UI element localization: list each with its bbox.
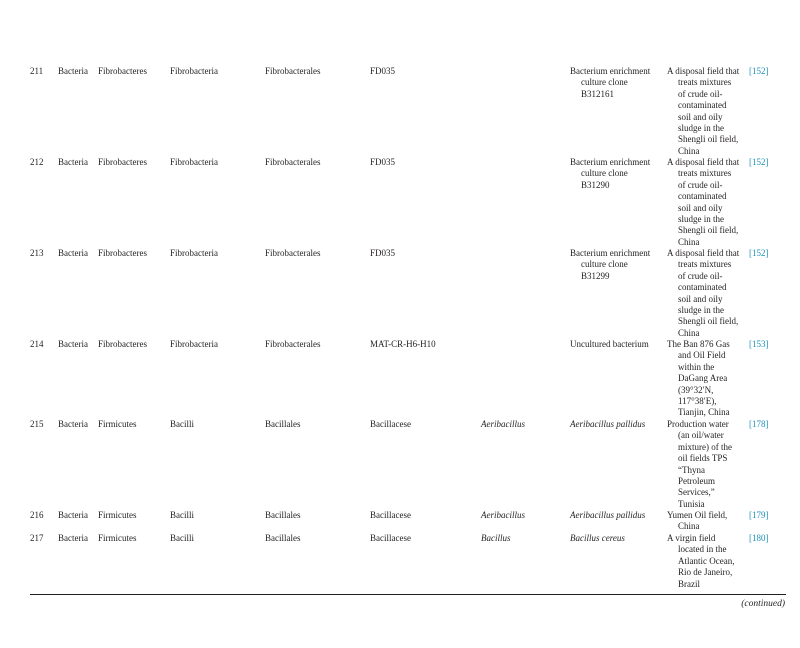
environment-line: Petroleum: [678, 476, 715, 487]
environment-line: treats mixtures: [678, 259, 732, 270]
environment-line: soil and oily: [678, 202, 723, 213]
environment-line: and Oil Field: [678, 350, 726, 361]
environment-line: “Thyna: [678, 464, 705, 475]
environment-cell: [667, 157, 745, 248]
order-cell: Fibrobacterales: [265, 157, 321, 167]
environment-line: Yumen Oil field,: [667, 510, 728, 520]
environment-line: China: [678, 236, 700, 247]
species-line: culture clone: [581, 77, 628, 88]
class-cell: Fibrobacteria: [170, 339, 218, 349]
environment-line: A disposal field that: [667, 157, 740, 167]
species-line: B31290: [581, 179, 610, 190]
row-number: 212: [30, 157, 44, 167]
reference-link[interactable]: [180]: [749, 533, 769, 543]
environment-line: Brazil: [678, 578, 700, 589]
phylum-cell: Fibrobacteres: [98, 339, 147, 349]
environment-line: Shengli oil field,: [678, 225, 739, 236]
environment-line: The Ban 876 Gas: [667, 339, 730, 349]
environment-cell: [667, 339, 745, 419]
environment-line: contaminated: [678, 100, 727, 111]
class-cell: Bacilli: [170, 510, 194, 520]
domain-cell: Bacteria: [58, 510, 88, 520]
environment-line: DaGang Area: [678, 373, 728, 384]
genus-cell: Aeribacillus: [481, 510, 525, 520]
row-number: 215: [30, 419, 44, 429]
family-cell: FD035: [370, 248, 396, 258]
environment-line: Tunisia: [678, 498, 705, 509]
phylum-cell: Firmicutes: [98, 510, 137, 520]
environment-line: (39°32′N,: [678, 384, 714, 395]
environment-line: A disposal field that: [667, 66, 740, 76]
row-number: 211: [30, 66, 44, 76]
environment-line: Shengli oil field,: [678, 134, 739, 145]
environment-line: A virgin field: [667, 533, 716, 543]
environment-line: (an oil/water: [678, 430, 724, 441]
family-cell: FD035: [370, 66, 396, 76]
row-number: 214: [30, 339, 44, 349]
phylum-cell: Firmicutes: [98, 419, 137, 429]
species-line: Uncultured bacterium: [570, 339, 649, 349]
environment-cell: [667, 533, 745, 590]
order-cell: Fibrobacterales: [265, 66, 321, 76]
reference-link[interactable]: [152]: [749, 157, 769, 167]
environment-line: Shengli oil field,: [678, 316, 739, 327]
genus-cell: Aeribacillus: [481, 419, 525, 429]
environment-line: sludge in the: [678, 123, 724, 134]
species-line: Aeribacillus pallidus: [570, 510, 646, 520]
order-cell: Bacillales: [265, 419, 301, 429]
species-line: culture clone: [581, 259, 628, 270]
species-cell: [570, 533, 664, 544]
phylum-cell: Fibrobacteres: [98, 66, 147, 76]
environment-line: mixture) of the: [678, 441, 732, 452]
domain-cell: Bacteria: [58, 248, 88, 258]
species-line: Bacterium enrichment: [570, 248, 651, 258]
family-cell: Bacillacese: [370, 419, 411, 429]
environment-cell: [667, 419, 745, 510]
domain-cell: Bacteria: [58, 157, 88, 167]
order-cell: Bacillales: [265, 533, 301, 543]
continued-note: (continued): [741, 599, 785, 609]
environment-line: China: [678, 521, 700, 532]
family-cell: Bacillacese: [370, 510, 411, 520]
environment-line: oil fields TPS: [678, 453, 728, 464]
class-cell: Bacilli: [170, 533, 194, 543]
reference-link[interactable]: [153]: [749, 339, 769, 349]
environment-line: soil and oily: [678, 293, 723, 304]
class-cell: Bacilli: [170, 419, 194, 429]
environment-line: China: [678, 145, 700, 156]
class-cell: Fibrobacteria: [170, 66, 218, 76]
phylum-cell: Fibrobacteres: [98, 157, 147, 167]
row-number: 216: [30, 510, 44, 520]
domain-cell: Bacteria: [58, 339, 88, 349]
species-cell: [570, 419, 664, 430]
environment-line: within the: [678, 361, 715, 372]
row-number: 213: [30, 248, 44, 258]
species-cell: [570, 66, 664, 100]
order-cell: Bacillales: [265, 510, 301, 520]
genus-cell: Bacillus: [481, 533, 511, 543]
environment-line: contaminated: [678, 191, 727, 202]
environment-line: A disposal field that: [667, 248, 740, 258]
environment-line: sludge in the: [678, 305, 724, 316]
environment-line: of crude oil-: [678, 179, 723, 190]
environment-line: sludge in the: [678, 214, 724, 225]
environment-line: located in the: [678, 544, 727, 555]
environment-line: soil and oily: [678, 111, 723, 122]
environment-line: of crude oil-: [678, 88, 723, 99]
environment-line: treats mixtures: [678, 77, 732, 88]
species-line: B312161: [581, 88, 615, 99]
phylum-cell: Firmicutes: [98, 533, 137, 543]
species-line: Aeribacillus pallidus: [570, 419, 646, 429]
species-cell: [570, 339, 664, 350]
species-cell: [570, 510, 664, 521]
reference-link[interactable]: [152]: [749, 248, 769, 258]
family-cell: MAT-CR-H6-H10: [370, 339, 436, 349]
environment-line: of crude oil-: [678, 270, 723, 281]
species-cell: [570, 157, 664, 191]
family-cell: Bacillacese: [370, 533, 411, 543]
environment-line: contaminated: [678, 282, 727, 293]
class-cell: Fibrobacteria: [170, 157, 218, 167]
class-cell: Fibrobacteria: [170, 248, 218, 258]
species-cell: [570, 248, 664, 282]
environment-line: 117°38′E),: [678, 396, 717, 407]
row-number: 217: [30, 533, 44, 543]
species-line: B31299: [581, 270, 610, 281]
phylum-cell: Fibrobacteres: [98, 248, 147, 258]
environment-line: China: [678, 327, 700, 338]
order-cell: Fibrobacterales: [265, 339, 321, 349]
family-cell: FD035: [370, 157, 396, 167]
environment-cell: [667, 248, 745, 339]
environment-line: treats mixtures: [678, 168, 732, 179]
order-cell: Fibrobacterales: [265, 248, 321, 258]
table-bottom-rule: [30, 594, 786, 595]
environment-line: Atlantic Ocean,: [678, 555, 735, 566]
domain-cell: Bacteria: [58, 66, 88, 76]
environment-line: Production water: [667, 419, 729, 429]
species-line: Bacterium enrichment: [570, 157, 651, 167]
environment-cell: [667, 66, 745, 157]
environment-cell: [667, 510, 745, 533]
species-line: Bacillus cereus: [570, 533, 625, 543]
reference-link[interactable]: [179]: [749, 510, 769, 520]
domain-cell: Bacteria: [58, 419, 88, 429]
reference-link[interactable]: [178]: [749, 419, 769, 429]
species-line: culture clone: [581, 168, 628, 179]
domain-cell: Bacteria: [58, 533, 88, 543]
reference-link[interactable]: [152]: [749, 66, 769, 76]
environment-line: Tianjin, China: [678, 407, 730, 418]
species-line: Bacterium enrichment: [570, 66, 651, 76]
environment-line: Rio de Janeiro,: [678, 567, 733, 578]
environment-line: Services,”: [678, 487, 715, 498]
